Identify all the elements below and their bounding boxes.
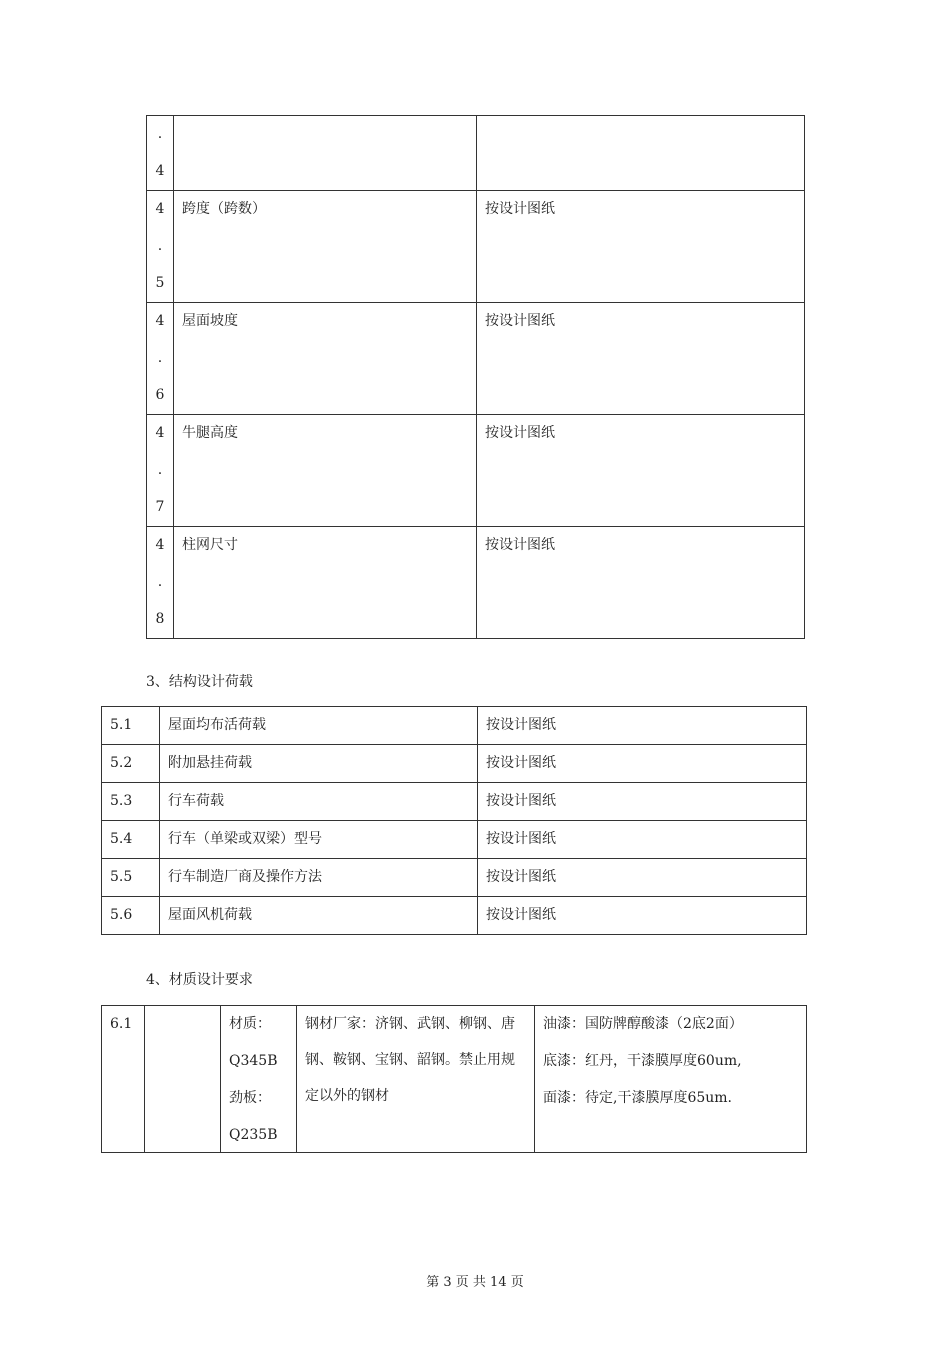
row-number (147, 116, 174, 191)
row-value: 按设计图纸 (478, 783, 807, 821)
row-number: 5.2 (102, 745, 160, 783)
materials-table (101, 1005, 807, 1153)
table-row (147, 191, 805, 303)
row-number-char: . (157, 238, 163, 254)
steel-supplier-text: 钢材厂家：济钢、武钢、柳钢、唐钢、鞍钢、宝钢、韶钢。禁止用规定以外的钢材 (305, 1016, 515, 1104)
paint-cell (535, 1006, 807, 1153)
row-label: 跨度（跨数） (174, 191, 477, 303)
section-heading-loads: 3、结构设计荷载 (146, 674, 253, 690)
row-label: 屋面风机荷载 (160, 897, 478, 935)
row-value: 按设计图纸 (478, 821, 807, 859)
row-number-char: 8 (155, 611, 165, 627)
table-row (102, 897, 807, 935)
row-number-char: 7 (155, 499, 165, 515)
row-value: 按设计图纸 (478, 859, 807, 897)
row-label (174, 116, 477, 191)
blank-cell (145, 1006, 221, 1153)
table-row (102, 745, 807, 783)
material-line: 材质： (229, 1016, 271, 1032)
row-value: 按设计图纸 (478, 897, 807, 935)
row-number-char: . (157, 126, 163, 142)
row-number (147, 527, 174, 639)
row-value: 按设计图纸 (478, 707, 807, 745)
row-number (147, 191, 174, 303)
row-value: 按设计图纸 (477, 415, 805, 527)
row-number-char: 4 (155, 201, 165, 217)
material-line: 劲板： (229, 1090, 271, 1106)
row-number-char: . (157, 462, 163, 478)
row-number-char: . (157, 574, 163, 590)
row-value: 按设计图纸 (477, 527, 805, 639)
row-number-char: . (157, 350, 163, 366)
paint-line: 油漆：国防牌醇酸漆（2底2面） (543, 1016, 743, 1032)
row-number: 5.3 (102, 783, 160, 821)
loads-table (101, 706, 807, 935)
page-footer: 第 3 页 共 14 页 (426, 1275, 524, 1290)
row-number-char: 4 (155, 425, 165, 441)
row-value (477, 116, 805, 191)
row-label: 行车荷载 (160, 783, 478, 821)
spec-table-top (146, 115, 805, 639)
row-number-char: 4 (155, 537, 165, 553)
row-number: 5.4 (102, 821, 160, 859)
row-number (147, 415, 174, 527)
material-line: Q235B (229, 1127, 278, 1143)
row-number-char: 4 (155, 163, 165, 179)
paint-line: 面漆：待定,干漆膜厚度65um. (543, 1090, 733, 1106)
row-number: 5.6 (102, 897, 160, 935)
material-cell (221, 1006, 297, 1153)
material-line: Q345B (229, 1053, 278, 1069)
row-number-char: 5 (155, 275, 165, 291)
row-number-text: 6.1 (110, 1016, 133, 1032)
table-row (147, 527, 805, 639)
row-value: 按设计图纸 (478, 745, 807, 783)
table-row (147, 303, 805, 415)
row-number (102, 1006, 145, 1153)
row-number: 5.5 (102, 859, 160, 897)
row-number-char: 6 (155, 387, 165, 403)
table-row (102, 1006, 807, 1153)
row-number (147, 303, 174, 415)
row-label: 屋面坡度 (174, 303, 477, 415)
paint-line: 底漆：红丹，干漆膜厚度60um, (543, 1053, 742, 1069)
table-row (102, 859, 807, 897)
row-number-char: 4 (155, 313, 165, 329)
row-label: 附加悬挂荷载 (160, 745, 478, 783)
row-label: 屋面均布活荷载 (160, 707, 478, 745)
section-heading-materials: 4、材质设计要求 (146, 972, 253, 988)
row-label: 柱网尺寸 (174, 527, 477, 639)
row-value: 按设计图纸 (477, 303, 805, 415)
row-value: 按设计图纸 (477, 191, 805, 303)
table-row (102, 783, 807, 821)
row-number: 5.1 (102, 707, 160, 745)
row-label: 行车制造厂商及操作方法 (160, 859, 478, 897)
steel-supplier-cell (297, 1006, 535, 1153)
table-row (102, 707, 807, 745)
table-row (102, 821, 807, 859)
table-row (147, 116, 805, 191)
row-label: 行车（单梁或双梁）型号 (160, 821, 478, 859)
row-label: 牛腿高度 (174, 415, 477, 527)
table-row (147, 415, 805, 527)
